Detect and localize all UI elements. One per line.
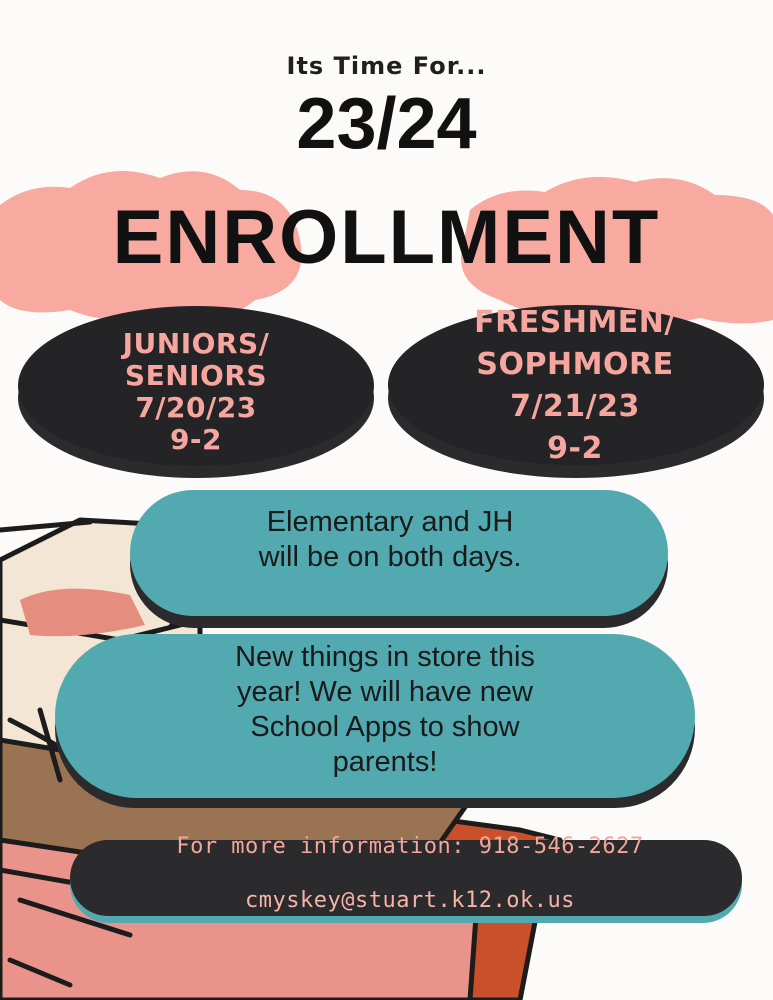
elementary-note-line2: will be on both days.: [258, 541, 522, 573]
seniors-label: SENIORS: [124, 359, 268, 392]
elementary-note: [130, 505, 650, 575]
juniors-seniors-time: 9-2: [169, 423, 223, 456]
kicker-text: Its Time For...: [286, 52, 487, 80]
freshmen-sophmore-block: [390, 302, 760, 470]
elementary-note-line1: Elementary and JH: [266, 506, 514, 538]
freshmen-sophmore-time: 9-2: [547, 431, 603, 466]
email-link[interactable]: cmyskey@stuart.k12.ok.us: [245, 888, 575, 913]
enrollment-headline: ENROLLMENT: [112, 195, 661, 280]
apps-note-line4: parents!: [332, 746, 438, 778]
juniors-seniors-date: 7/20/23: [135, 391, 257, 424]
school-year-title: 23/24: [296, 84, 477, 164]
apps-note-line1: New things in store this: [235, 641, 535, 673]
phone-info: For more information: 918-546-2627: [176, 834, 644, 859]
freshmen-label: FRESHMEN/: [474, 305, 676, 340]
juniors-label: JUNIORS/: [122, 327, 270, 360]
juniors-seniors-block: [20, 328, 372, 456]
sophmore-label: SOPHMORE: [476, 347, 674, 382]
apps-note-line2: year! We will have new: [236, 676, 534, 708]
apps-note-line3: School Apps to show: [250, 711, 520, 743]
freshmen-sophmore-date: 7/21/23: [510, 389, 640, 424]
apps-note: [60, 640, 710, 780]
